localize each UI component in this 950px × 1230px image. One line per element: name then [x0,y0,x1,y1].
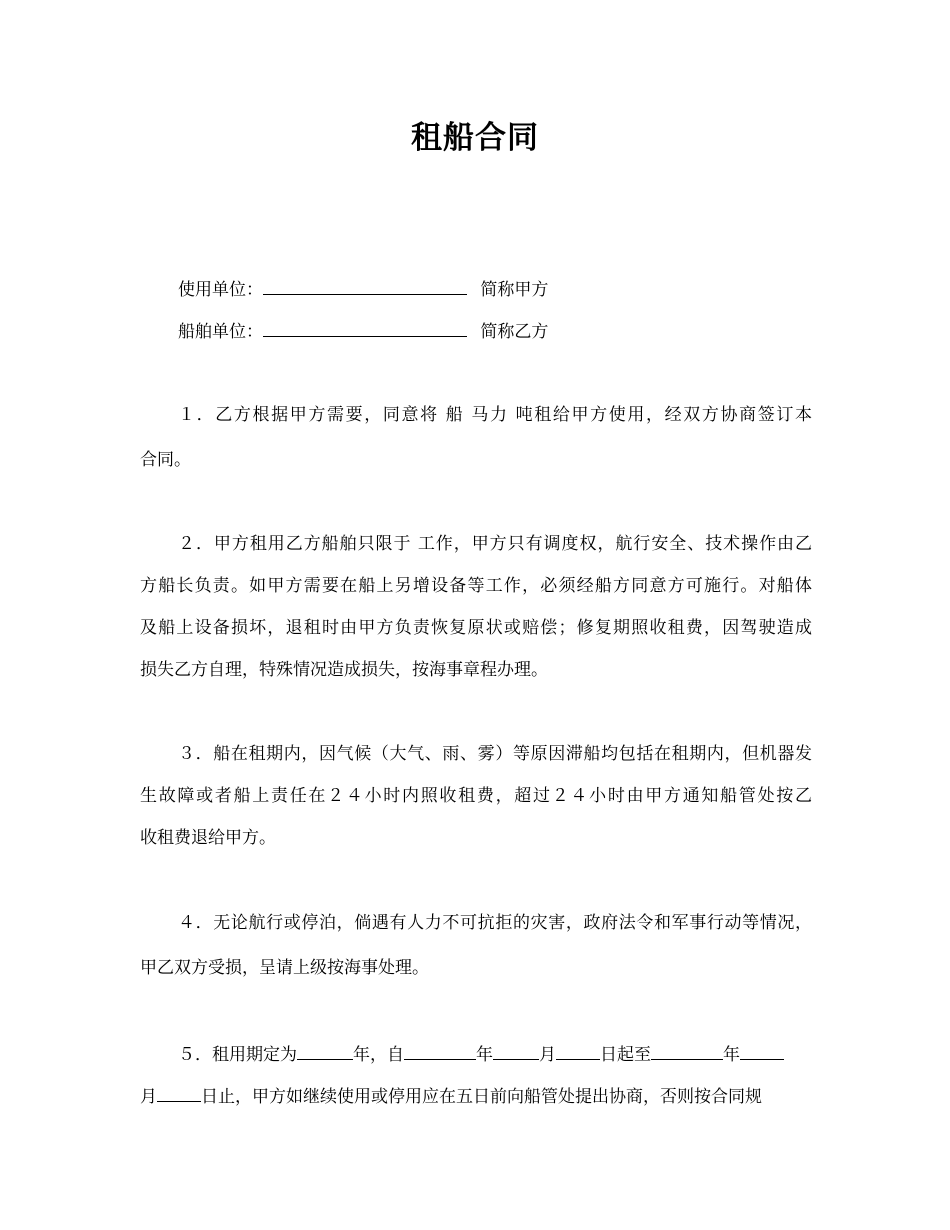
clause-5-end-month-label: 月 [140,1087,157,1107]
end-month-blank[interactable] [740,1041,784,1060]
clause-5-line-1 [178,1041,812,1067]
party-user-line [178,276,812,302]
clause-5-month-label: 月 [539,1045,556,1065]
clause-2-line-2: 方船长负责。如甲方需要在船上另增设备等工作，必须经船方同意方可施行。对船体 [140,576,812,596]
clause-3-line-3: 收租费退给甲方。 [140,828,276,848]
clause-5-end-year-label: 年 [723,1045,740,1065]
clause-5-line-2 [140,1083,812,1109]
clause-4-line-2: 甲乙双方受损，呈请上级按海事处理。 [140,958,429,978]
end-day-blank[interactable] [157,1083,201,1102]
clause-4-line-1: ４．无论航行或停泊，倘遇有人力不可抗拒的灾害，政府法令和军事行动等情况， [178,913,812,933]
party-ship-line [178,318,812,344]
ship-unit-blank[interactable] [263,318,467,337]
clause-5-year-label: 年 [476,1045,493,1065]
clause-2-line-3: 及船上设备损坏，退租时由甲方负责恢复原状或赔偿；修复期照收租费，因驾驶造成 [140,618,812,638]
start-day-blank[interactable] [556,1041,600,1060]
clause-5-from-label: 年，自 [353,1045,404,1065]
start-month-blank[interactable] [493,1041,539,1060]
end-year-blank[interactable] [651,1041,723,1060]
user-unit-label: 使用单位： [178,280,263,300]
term-years-blank[interactable] [297,1041,353,1060]
clause-1-line-1: １．乙方根据甲方需要，同意将 船 马力 吨租给甲方使用，经双方协商签订本 [178,405,812,425]
clause-2-line-4: 损失乙方自理，特殊情况造成损失，按海事章程办理。 [140,660,548,680]
clause-5-until-label: 日起至 [600,1045,651,1065]
document-title: 租船合同 [411,120,539,156]
clause-3-line-2: 生故障或者船上责任在２４小时内照收租费，超过２４小时由甲方通知船管处按乙 [140,786,812,806]
ship-unit-suffix: 简称乙方 [480,322,549,342]
clause-1-line-2: 合同。 [140,450,191,470]
clause-5-line-2-text: 日止，甲方如继续使用或停用应在五日前向船管处提出协商，否则按合同规 [201,1087,762,1107]
ship-unit-label: 船舶单位： [178,322,263,342]
user-unit-suffix: 简称甲方 [480,280,549,300]
user-unit-blank[interactable] [263,276,467,295]
start-year-blank[interactable] [404,1041,476,1060]
clause-2-line-1: ２．甲方租用乙方船舶只限于 工作，甲方只有调度权，航行安全、技术操作由乙 [178,534,812,554]
clause-3-line-1: ３．船在租期内，因气候（大气、雨、雾）等原因滞船均包括在租期内，但机器发 [178,744,812,764]
clause-5-term-label: ５．租用期定为 [178,1045,297,1065]
